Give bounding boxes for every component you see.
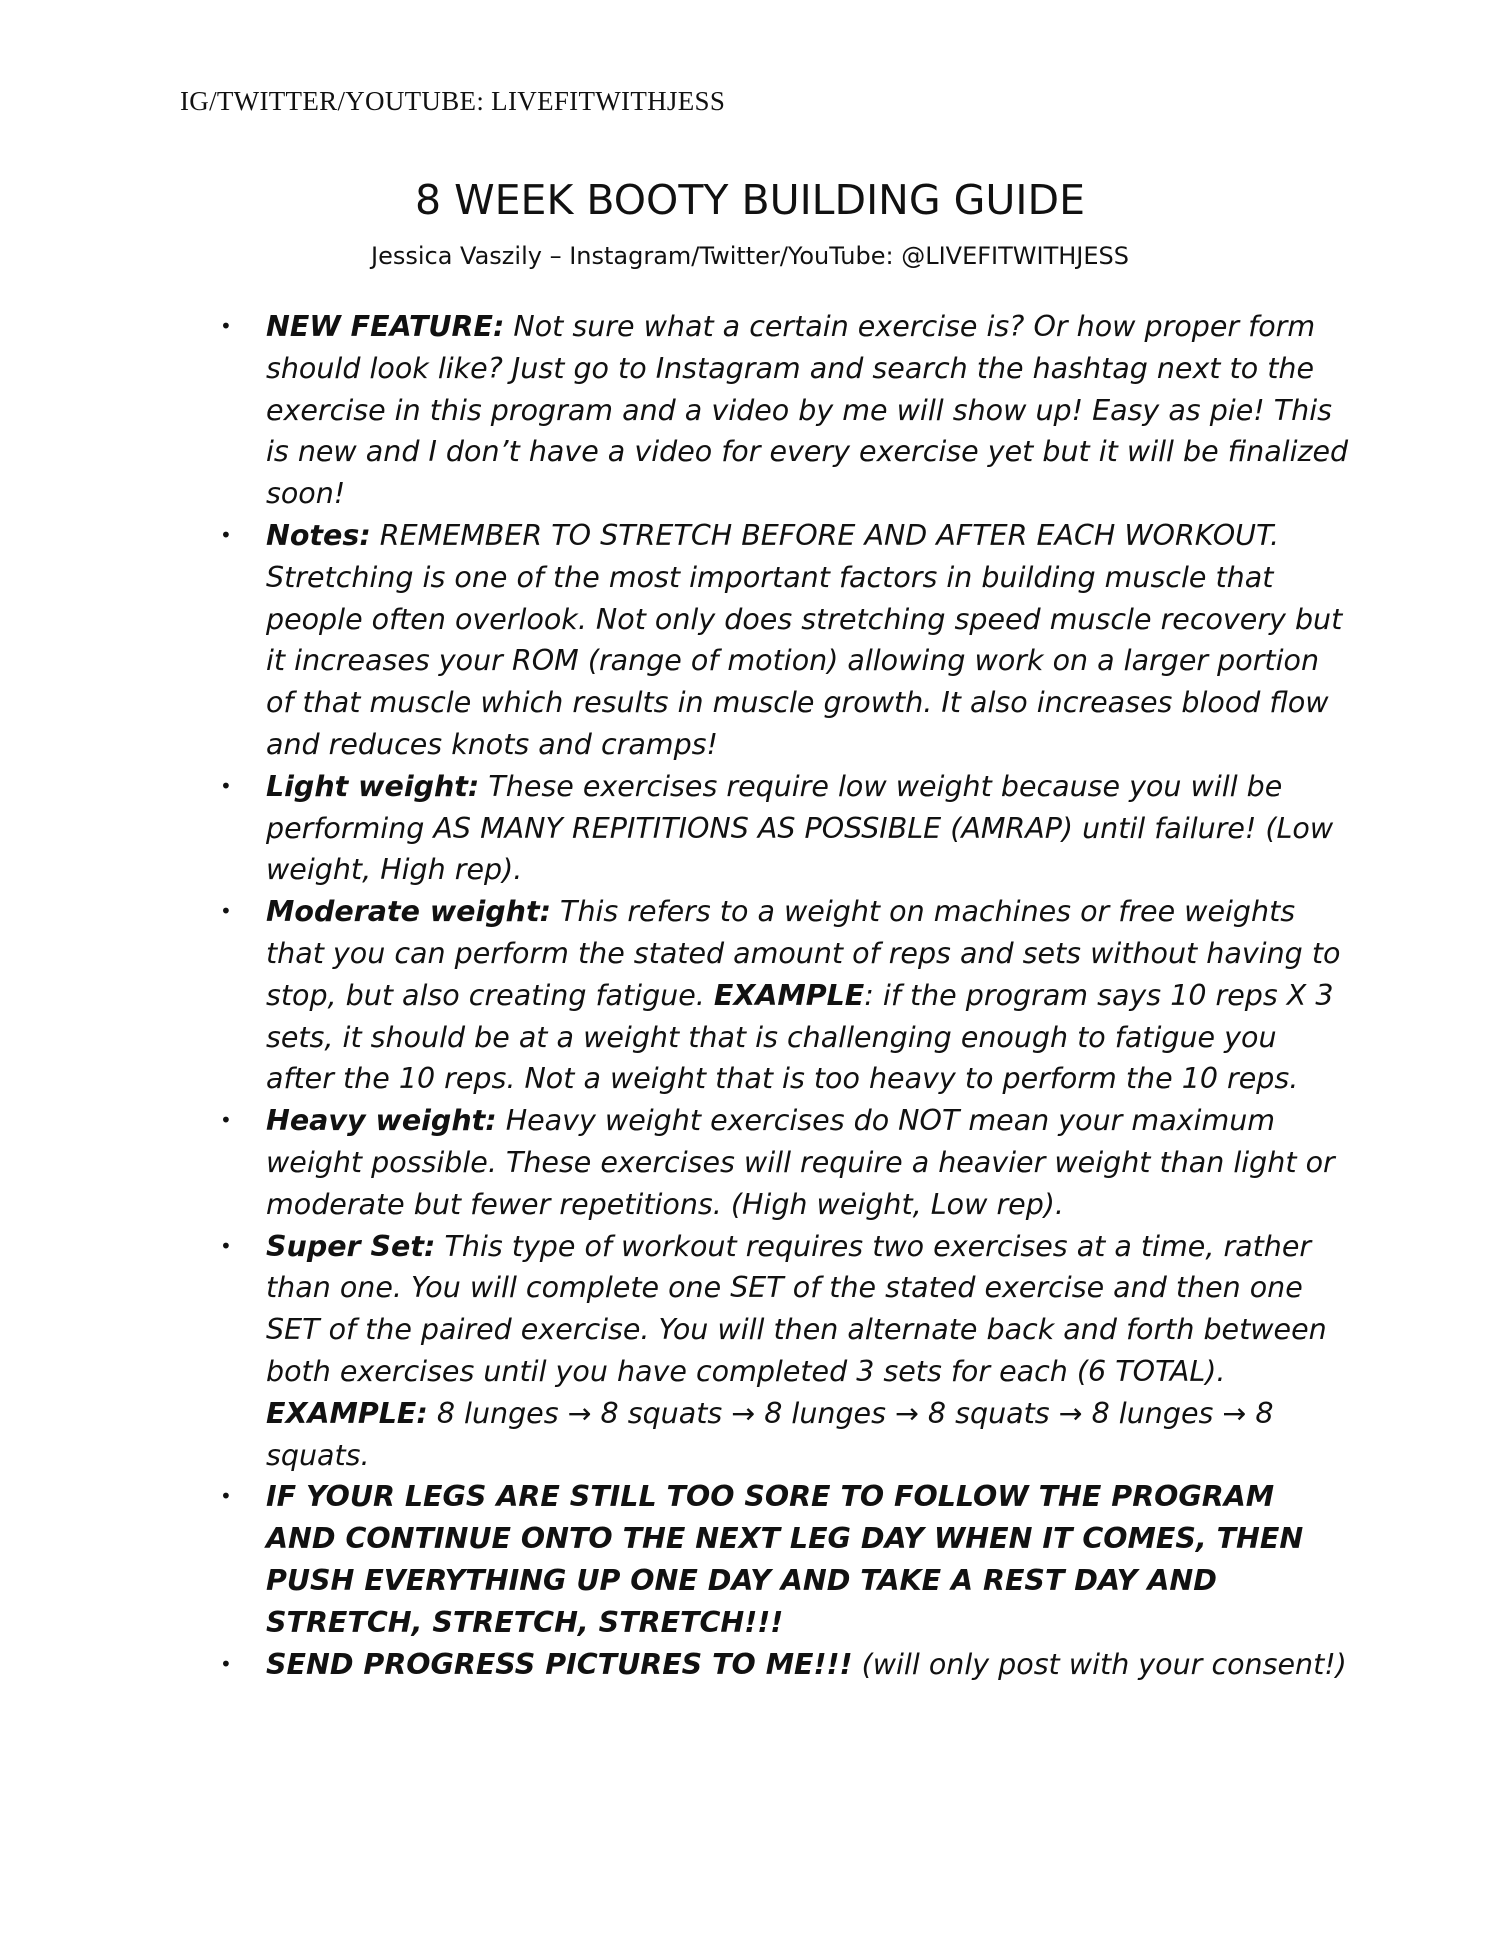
- bullet-icon: •: [220, 1484, 232, 1509]
- example-label: EXAMPLE: [713, 978, 865, 1012]
- note-term: SEND PROGRESS PICTURES TO ME!!!: [266, 1647, 853, 1681]
- bullet-icon: •: [220, 1108, 232, 1133]
- note-warning-text: IF YOUR LEGS ARE STILL TOO SORE TO FOLLOW THE PROGRAM AND CONTINUE ONTO THE NEXT LEG DAY WHEN IT COMES, THEN PUSH EVERYTHING UP ONE DAY AND TAKE A REST DAY AND STRETCH, STRETCH, STRETCH!!!: [266, 1480, 1304, 1639]
- note-term: Moderate weight:: [266, 895, 551, 929]
- note-sore-legs-warning: [0, 1476, 1500, 1643]
- note-term: Super Set:: [266, 1229, 436, 1263]
- note-stretching: [0, 515, 1500, 766]
- note-text: This refers to a weight on machines or free weights that you can perform the stated amount of reps and sets without having to stop, but also creating fatigue.: [266, 895, 1341, 1012]
- note-super-set: [0, 1226, 1500, 1477]
- note-new-feature: [0, 306, 1500, 515]
- social-handle-header: IG/TWITTER/YOUTUBE: LIVEFITWITHJESS: [180, 86, 726, 116]
- note-term: Notes:: [266, 518, 371, 552]
- example-label: EXAMPLE:: [266, 1396, 428, 1430]
- bullet-icon: •: [220, 899, 232, 924]
- note-text: : if the program says 10 reps X 3 sets, it should be at a weight that is challenging enough to fatigue you after the 10 reps. Not a weight that is too heavy to perform the 10 reps.: [266, 978, 1334, 1096]
- note-text: Heavy weight exercises do NOT mean your maximum weight possible. These exercises will require a heavier weight than light or moderate but fewer repetitions. (High weight, Low rep).: [266, 1104, 1335, 1221]
- note-term: Heavy weight:: [266, 1104, 497, 1138]
- note-text: These exercises require low weight because you will be performing AS MANY REPITITIONS AS POSSIBLE (AMRAP) until failure! (Low weight, High rep).: [266, 769, 1334, 887]
- note-text: REMEMBER TO STRETCH BEFORE AND AFTER EACH WORKOUT. Stretching is one of the most important factors in building muscle that people often overlook. Not only does stretching speed muscle recovery but it increases your ROM (range of motion) allowing work on a larger portion of that muscle which results in muscle growth. It also increases blood flow and reduces knots and cramps!: [266, 518, 1343, 761]
- guide-notes-list: [0, 306, 1500, 1685]
- note-moderate-weight: [0, 891, 1500, 1100]
- bullet-icon: •: [220, 1233, 232, 1258]
- note-text: 8 lunges → 8 squats → 8 lunges → 8 squats → 8 lunges → 8 squats.: [266, 1396, 1274, 1472]
- note-term: Light weight:: [266, 769, 480, 803]
- note-text: Not sure what a certain exercise is? Or how proper form should look like? Just go to Instagram and search the hashtag next to the exercise in this program and a video by me will show up! Easy as pie! This is new and I don’t have a video for every exercise yet but it will be finalized soon!: [266, 310, 1349, 511]
- bullet-icon: •: [220, 314, 232, 338]
- note-progress-pictures: [0, 1644, 1500, 1686]
- document-subtitle: Jessica Vaszily – Instagram/Twitter/YouTube: @LIVEFITWITHJESS: [370, 242, 1130, 270]
- note-heavy-weight: [0, 1100, 1500, 1225]
- note-light-weight: [0, 766, 1500, 891]
- note-text: This type of workout requires two exercises at a time, rather than one. You will complete one SET of the stated exercise and then one SET of the paired exercise. You will then alternate back and forth between both exercises until you have completed 3 sets for each (6 TOTAL).: [266, 1229, 1327, 1388]
- bullet-icon: •: [220, 522, 232, 547]
- bullet-icon: •: [220, 1651, 232, 1676]
- bullet-icon: •: [220, 773, 232, 798]
- note-term: NEW FEATURE:: [266, 310, 505, 343]
- note-text: (will only post with your consent!): [852, 1647, 1347, 1681]
- document-title: 8 WEEK BOOTY BUILDING GUIDE: [414, 176, 1085, 224]
